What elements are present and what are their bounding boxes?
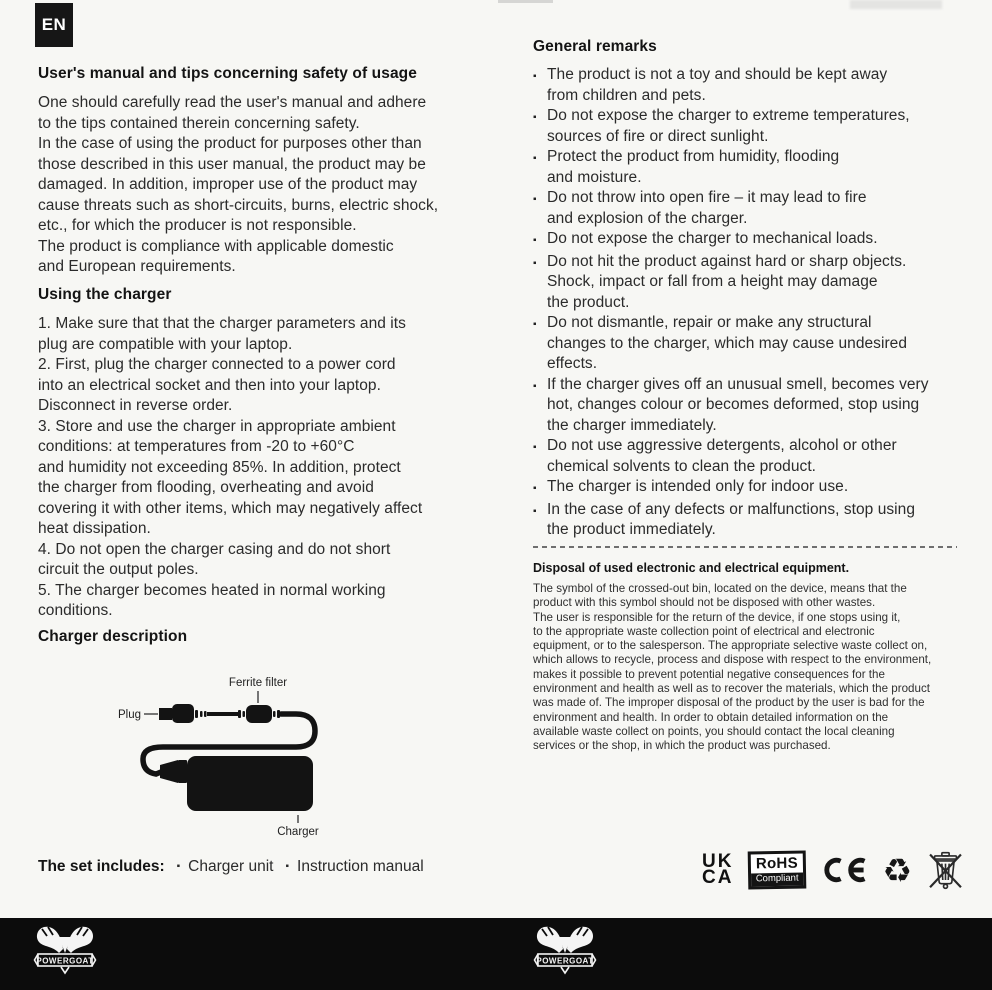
text-line: was made of. The improper disposal of the product by the user is bad for the: [533, 696, 925, 710]
text-line: heat dissipation.: [38, 520, 151, 537]
bullet-item: [533, 252, 973, 314]
certification-logos-row: [702, 846, 964, 894]
text-line: 1. Make sure that that the charger parameters and its: [38, 315, 406, 332]
bullet-text: [547, 500, 973, 541]
text-line: etc., for which the producer is not responsible.: [38, 217, 357, 234]
text-line: product with this symbol should not be disposed with other wastes.: [533, 596, 876, 610]
text-line: In the case of using the product for purposes other than: [38, 135, 422, 152]
text-line: covering it with other items, which may negatively affect: [38, 499, 423, 517]
bullet-item: [533, 313, 973, 375]
disposal-paragraph: [533, 582, 978, 754]
ferrite-filter-icon: [238, 705, 280, 723]
text-line: and European requirements.: [38, 258, 236, 275]
powergoat-wordmark: POWERGOAT: [36, 956, 94, 966]
text-line: Do not expose the charger to extreme temperatures,: [547, 107, 910, 124]
ferrite-filter-label: Ferrite filter: [228, 677, 288, 689]
bullet-item: [533, 188, 973, 229]
text-line: Protect the product from humidity, flooding: [547, 148, 840, 165]
rohs-label: RoHS: [756, 854, 799, 873]
rohs-compliant-icon: [748, 850, 807, 889]
text-line: the charger from flooding, overheating and avoid: [38, 479, 374, 496]
bullet-item: [533, 106, 973, 147]
text-line: and explosion of the charger.: [547, 209, 748, 227]
footer-bar: [0, 918, 992, 990]
text-line: If the charger gives off an unusual smell, becomes very: [547, 375, 929, 393]
text-line: which allows to recycle, process and dispose with respect to the environment,: [533, 653, 932, 667]
text-line: In the case of any defects or malfunctions, stop using: [547, 500, 916, 518]
bullet-text: [547, 147, 973, 188]
disposal-title: Disposal of used electronic and electrical equipment.: [533, 561, 850, 575]
charger-diagram: [108, 664, 342, 842]
powergoat-logo: [533, 923, 597, 979]
text-line: The charger is intended only for indoor use.: [547, 478, 849, 495]
bullet-item: [533, 436, 973, 477]
text-line: 5. The charger becomes heated in normal working: [38, 581, 386, 599]
bullet-text: [547, 436, 973, 477]
text-line: 4. Do not open the charger casing and do not short: [38, 540, 391, 558]
bullet-square-icon: ▪: [533, 71, 537, 82]
text-line: effects.: [547, 355, 598, 372]
bullet-square-icon: ▪: [285, 861, 290, 872]
text-line: makes it possible to prevent potential negative consequences for the: [533, 667, 885, 681]
set-includes-item: Instruction manual: [297, 858, 424, 875]
text-line: hot, changes colour or becomes deformed, stop using: [547, 396, 920, 413]
dashed-separator: [533, 546, 957, 548]
rohs-compliant-label: Compliant: [752, 873, 804, 887]
bullet-item: [533, 477, 973, 500]
text-line: services or the shop, in which the product was purchased.: [533, 739, 831, 753]
text-line: One should carefully read the user's manual and adhere: [38, 94, 427, 111]
text-line: Do not dismantle, repair or make any structural: [547, 314, 872, 331]
bullet-text: [547, 313, 973, 375]
bullet-item: [533, 229, 973, 252]
dc-connector-icon: [160, 760, 187, 783]
safety-paragraph: [38, 93, 474, 278]
bullet-text: [547, 375, 973, 437]
bullet-square-icon: ▪: [533, 194, 537, 205]
bullet-square-icon: ▪: [533, 380, 537, 392]
bullet-text: [547, 252, 973, 314]
language-badge: EN: [35, 3, 73, 47]
text-line: cause threats such as short-circuits, burns, electric shock,: [38, 196, 439, 214]
charger-label: Charger: [277, 826, 319, 838]
text-line: Disconnect in reverse order.: [38, 397, 233, 414]
text-line: the product.: [547, 293, 630, 311]
bullet-text: [547, 106, 973, 147]
bullet-square-icon: ▪: [533, 112, 537, 123]
text-line: the charger immediately.: [547, 416, 717, 434]
bullet-text: [547, 477, 973, 498]
text-line: and humidity not exceeding 85%. In addition, protect: [38, 458, 401, 476]
text-line: equipment, or to the salesperson. The appropriate selective waste collect on,: [533, 639, 928, 653]
text-line: 3. Store and use the charger in appropriate ambient: [38, 417, 396, 435]
ukca-mark-icon: [702, 851, 734, 888]
bullet-item: [533, 375, 973, 437]
text-line: Do not throw into open fire – it may lead to fire: [547, 189, 867, 206]
powergoat-logo: [33, 923, 97, 979]
section-title-charger-description: Charger description: [38, 628, 188, 645]
bullet-text: [547, 65, 973, 106]
text-line: environment and health. In order to obtain detailed information on the: [533, 710, 889, 724]
weee-crossed-bin-icon: [927, 850, 964, 890]
section-title-general-remarks: General remarks: [533, 38, 657, 55]
plug-label: Plug: [118, 709, 142, 721]
ce-mark-icon: [822, 856, 868, 884]
bullet-item: [533, 65, 973, 106]
section-title-safety: User's manual and tips concerning safety of usage: [38, 65, 417, 82]
text-line: those described in this user manual, the product may be: [38, 155, 426, 173]
text-line: to the appropriate waste collection point of electrical and electronic: [533, 624, 875, 638]
using-charger-steps: [38, 314, 474, 622]
ukca-bottom: CA: [702, 867, 734, 888]
bullet-square-icon: ▪: [533, 505, 537, 517]
bullet-square-icon: ▪: [533, 257, 537, 269]
charger-body-icon: [187, 756, 313, 811]
ukca-top: UK: [702, 851, 734, 872]
bullet-square-icon: ▪: [533, 442, 537, 453]
bullet-square-icon: ▪: [533, 153, 537, 164]
text-line: conditions.: [38, 602, 113, 619]
bullet-text: [547, 229, 973, 250]
bullet-text: [547, 188, 973, 229]
general-remarks-list: [533, 65, 973, 541]
text-line: the product immediately.: [547, 521, 716, 538]
text-line: The product is compliance with applicable domestic: [38, 237, 394, 255]
set-includes-items: [165, 858, 424, 876]
text-line: environment and health as well as to recover the materials, which the product: [533, 682, 930, 696]
bullet-item: [533, 147, 973, 188]
text-line: to the tips contained therein concerning safety.: [38, 114, 360, 132]
bullet-square-icon: ▪: [176, 861, 181, 872]
text-line: The product is not a toy and should be kept away: [547, 66, 888, 83]
text-line: Do not expose the charger to mechanical loads.: [547, 230, 878, 247]
scan-artifact: [498, 0, 553, 3]
text-line: damaged. In addition, improper use of the product may: [38, 176, 418, 193]
set-includes-label: The set includes:: [38, 858, 165, 875]
text-line: conditions: at temperatures from -20 to +60°C: [38, 438, 355, 455]
text-line: plug are compatible with your laptop.: [38, 335, 293, 353]
text-line: Do not hit the product against hard or sharp objects.: [547, 252, 907, 270]
text-line: 2. First, plug the charger connected to a power cord: [38, 356, 396, 373]
text-line: The user is responsible for the return of the device, if one stops using it,: [533, 610, 901, 624]
bullet-square-icon: ▪: [533, 483, 537, 494]
powergoat-wordmark: POWERGOAT: [536, 956, 594, 966]
text-line: circuit the output poles.: [38, 561, 199, 578]
text-line: sources of fire or direct sunlight.: [547, 127, 769, 145]
section-title-using-charger: Using the charger: [38, 286, 172, 303]
text-line: and moisture.: [547, 168, 642, 186]
text-line: The symbol of the crossed-out bin, located on the device, means that the: [533, 582, 907, 595]
recycle-symbol-icon: ♻: [882, 851, 913, 889]
bullet-square-icon: ▪: [533, 235, 537, 246]
bullet-item: [533, 500, 973, 541]
text-line: Shock, impact or fall from a height may damage: [547, 273, 878, 290]
text-line: into an electrical socket and then into your laptop.: [38, 376, 381, 394]
set-includes-item: Charger unit: [188, 858, 274, 875]
text-line: chemical solvents to clean the product.: [547, 457, 817, 475]
set-includes-line: [38, 858, 424, 876]
text-line: Do not use aggressive detergents, alcohol or other: [547, 437, 897, 454]
text-line: available waste collect on points, you should contact the local cleaning: [533, 724, 895, 738]
scan-artifact: [850, 0, 942, 9]
text-line: changes to the charger, which may cause undesired: [547, 334, 908, 352]
text-line: from children and pets.: [547, 86, 706, 104]
plug-icon: [159, 704, 207, 723]
bullet-square-icon: ▪: [533, 319, 537, 330]
